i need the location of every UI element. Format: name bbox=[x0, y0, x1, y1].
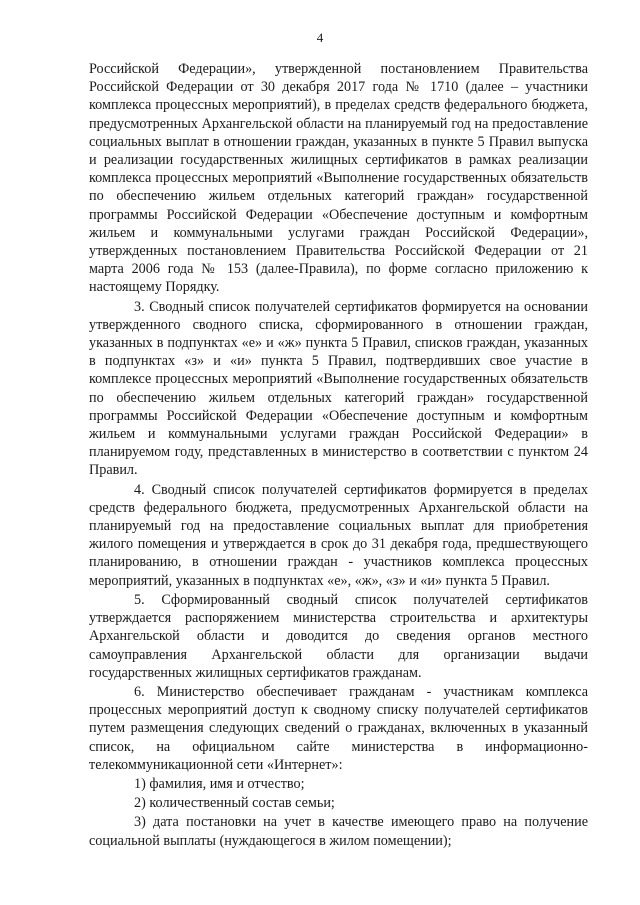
page-number: 4 bbox=[316, 30, 324, 45]
list-item-3: 3) дата постановки на учет в качестве имеющего право на получение социальной выплаты (нуждающегося в жилом помещении); bbox=[89, 814, 588, 849]
paragraph-item-3: 3. Сводный список получателей сертификатов формируется на основании утвержденного сводного списка, сформированного в отношении граждан, указанных в подпунктах «е» и «ж» пункта 5 Правил, списков граждан, указанных в подпунктах «з» и «и» пункта 5 Правил, подтвердивших свое участие в комплексе процессных мероприятий «Выполнение государственных обязательств по обеспечению жильем отдельных категорий граждан» государственной программы Российской Федерации «Обеспечение доступным и комфортным жильем и коммунальными услугами граждан Российской Федерации» в планируемом году, представленных в министерство в соответствии с пунктом 24 Правил. bbox=[89, 298, 588, 479]
paragraph-item-5: 5. Сформированный сводный список получателей сертификатов утверждается распоряжением министерства строительства и архитектуры Архангельской области и доводится до сведения органов местного самоуправления Архангельской области для организации выдачи государственных жилищных сертификатов гражданам. bbox=[89, 591, 588, 681]
list-item-2: 2) количественный состав семьи; bbox=[134, 795, 335, 812]
paragraph-continuation: Российской Федерации», утвержденной постановлением Правительства Российской Федерации от 30 декабря 2017 года № 1710 (далее – участники комплекса процессных мероприятий), в пределах средств федерального бюджета, предусмотренных Архангельской области на планируемый год на предоставление социальных выплат в отношении граждан, указанных в пункте 5 Правил выпуска и реализации государственных жилищных сертификатов в рамках реализации комплекса процессных мероприятий «Выполнение государственных обязательств по обеспечению жильем отдельных категорий граждан» государственной программы Российской Федерации «Обеспечение доступным и комфортным жильем и коммунальными услугами граждан Российской Федерации», утвержденных постановлением Правительства Российской Федерации от 21 марта 2006 года № 153 (далее-Правила), по форме согласно приложению к настоящему Порядку. bbox=[89, 61, 588, 296]
paragraph-item-6: 6. Министерство обеспечивает гражданам - участникам комплекса процессных мероприятий доступ к сводному списку получателей сертификатов путем размещения следующих сведений о гражданах, включенных в указанный список, на официальном сайте министерства в информационно-телекоммуникационной сети «Интернет»: bbox=[89, 683, 588, 773]
list-item-1: 1) фамилия, имя и отчество; bbox=[134, 775, 305, 792]
paragraph-item-4: 4. Сводный список получателей сертификатов формируется в пределах средств федерального бюджета, предусмотренных Архангельской области на планируемый год на предоставление социальных выплат для приобретения жилого помещения и утверждается в срок до 31 декабря года, предшествующего планированию, в отношении граждан - участников комплекса процессных мероприятий, указанных в подпунктах «е», «ж», «з» и «и» пункта 5 Правил. bbox=[89, 481, 588, 589]
document-body bbox=[89, 60, 588, 850]
